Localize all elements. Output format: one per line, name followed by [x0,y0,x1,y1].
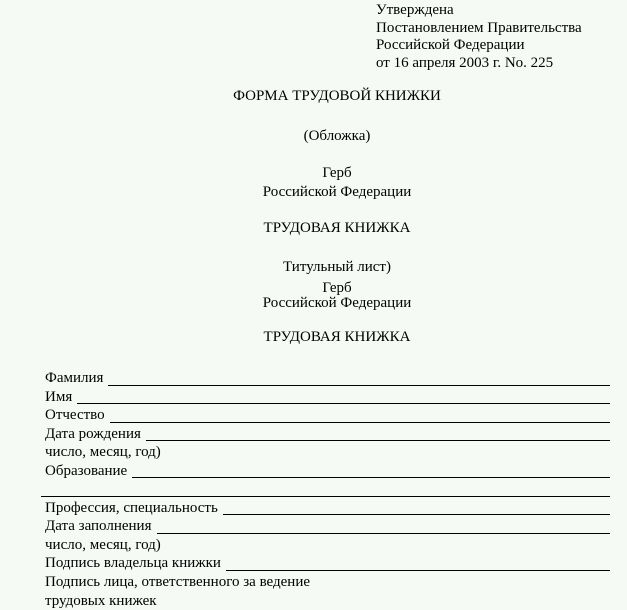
title-page-label: Титульный лист) [283,259,391,275]
approval-line-2: Постановлением Правительства [376,19,582,36]
note-day-month-year-label: число, месяц, год) [45,444,161,461]
fill-line [226,554,610,571]
title-emblem-line-1: Герб [322,280,352,296]
fill-line [146,425,610,442]
fill-line [110,406,610,423]
form-fields [45,369,610,610]
field-owner-signature-label: Подпись владельца книжки [45,555,221,572]
cover-book-title: ТРУДОВАЯ КНИЖКА [263,220,411,236]
field-patronymic [45,406,610,425]
field-responsible-signature-label2: трудовых книжек [45,592,157,609]
cover-label: (Обложка) [303,128,371,144]
field-profession [45,499,610,518]
field-education-label: Образование [45,462,128,479]
field-fill-date [45,517,610,536]
field-responsible-signature-line1 [45,573,610,592]
fill-line [157,517,611,534]
approval-line-3: Российской Федерации [376,37,525,54]
fill-line [77,388,610,405]
field-responsible-signature-label1: Подпись лица, ответственного за ведение [45,574,311,591]
education-continuation-line [45,480,610,499]
approval-block [376,2,582,72]
field-patronymic-label: Отчество [45,407,105,424]
approval-line-1: Утверждена [376,2,454,18]
fill-line [108,369,610,386]
cover-emblem-line-1: Герб [322,165,352,181]
note-day-month-year [45,443,610,462]
field-education [45,462,610,481]
cover-emblem-line-2: Российской Федерации [262,184,412,200]
form-title: ФОРМА ТРУДОВОЙ КНИЖКИ [233,88,441,104]
note-day-month-year-2-label: число, месяц, год) [45,536,161,553]
field-firstname [45,388,610,407]
fill-line [41,480,610,497]
field-responsible-signature-line2 [45,592,610,610]
field-birthdate [45,425,610,444]
field-firstname-label: Имя [45,388,73,405]
field-lastname-label: Фамилия [45,370,104,386]
field-owner-signature [45,554,610,573]
field-lastname [45,369,610,388]
fill-line [223,499,610,516]
field-birthdate-label: Дата рождения [45,425,141,442]
fill-line [132,462,610,479]
field-fill-date-label: Дата заполнения [45,518,152,535]
title-book-title: ТРУДОВАЯ КНИЖКА [263,329,411,345]
approval-line-4: от 16 апреля 2003 г. No. 225 [376,54,554,71]
title-emblem-line-2: Российской Федерации [262,295,412,311]
field-profession-label: Профессия, специальность [45,499,218,516]
note-day-month-year-2 [45,536,610,555]
